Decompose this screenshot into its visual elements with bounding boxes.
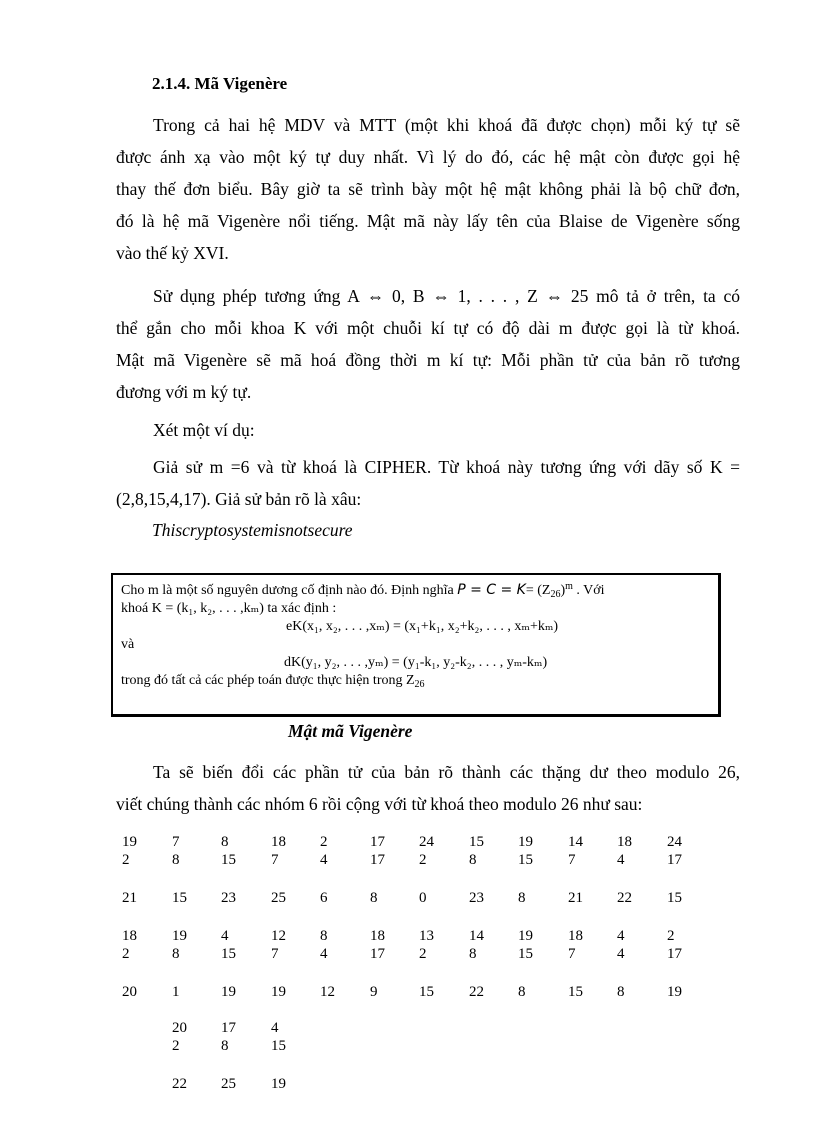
table-cell: 15 [518,946,533,962]
table-cell: 8 [172,852,180,868]
table-cell: 4 [221,928,229,944]
table-cell: 20 [172,1020,187,1036]
table-cell: 1 [172,984,180,1000]
plaintext-example: Thiscryptosystemisnotsecure [152,520,353,540]
paragraph-intro [116,109,740,269]
table-cell: 2 [122,852,130,868]
text-line: thể gắn cho mỗi khoa K với một chuỗi kí tự có độ dài m được gọi là từ khoá. [116,318,740,338]
table-cell: 8 [370,890,378,906]
text-line: Sử dụng phép tương ứng A ⇔ 0, B ⇔ 1, . . . , Z ⇔ 25 mô tả ở trên, ta có [153,286,740,306]
table-cell: 21 [122,890,137,906]
decryption-formula: dK(y₁, y₂, . . . ,yₘ) = (y₁-k₁, y₂-k₂, . . . , yₘ-kₘ) [284,655,548,670]
table-cell: 4 [617,928,625,944]
table-cell: 0 [419,890,427,906]
text-line: Ta sẽ biến đổi các phần tử của bản rõ thành các thặng dư theo modulo 26, [153,762,740,782]
definition-box [111,573,721,717]
table-cell: 8 [518,890,526,906]
table-cell: 15 [568,984,583,1000]
table-cell: 23 [221,890,236,906]
table-cell: 17 [370,852,385,868]
text-line: Giả sử m =6 và từ khoá là CIPHER. Từ khoá này tương ứng với dãy số K = [153,457,740,477]
table-cell: 24 [667,834,682,850]
table-cell: 8 [221,834,229,850]
text-line: đó là hệ mã Vigenère nổi tiếng. Mật mã này lấy tên của Blaise de Vigenère sống [116,211,740,231]
table-cell: 19 [667,984,682,1000]
table-cell: 9 [370,984,378,1000]
table-cell: 2 [667,928,675,944]
table-cell: 24 [419,834,434,850]
table-cell: 4 [320,852,328,868]
table-cell: 25 [271,890,286,906]
table-cell: 22 [172,1076,187,1092]
table-cell: 8 [469,946,477,962]
table-cell: 8 [469,852,477,868]
table-cell: 22 [617,890,632,906]
paragraph-modulo [116,756,740,820]
paragraph-example [116,414,740,446]
table-cell: 17 [370,946,385,962]
table-cell: 7 [568,946,576,962]
table-cell: 4 [320,946,328,962]
table-cell: 2 [122,946,130,962]
table-cell: 8 [221,1038,229,1054]
table-cell: 2 [172,1038,180,1054]
table-cell: 8 [518,984,526,1000]
text-line: viết chúng thành các nhóm 6 rồi cộng với từ khoá theo modulo 26 như sau: [116,794,643,814]
table-cell: 17 [667,946,682,962]
text-line: Xét một ví dụ: [153,420,255,440]
table-cell: 15 [469,834,484,850]
table-cell: 12 [320,984,335,1000]
paragraph-assumption [116,451,740,515]
table-cell: 4 [271,1020,279,1036]
table-cell: 19 [122,834,137,850]
table-cell: 14 [568,834,583,850]
text-line: (2,8,15,4,17). Giả sử bản rõ là xâu: [116,489,362,509]
formula-pck: P = C = K [457,582,526,598]
table-cell: 21 [568,890,583,906]
table-cell: 19 [518,834,533,850]
table-cell: 17 [221,1020,236,1036]
table-cell: 19 [172,928,187,944]
table-cell: 12 [271,928,286,944]
table-cell: 8 [617,984,625,1000]
table-cell: 2 [419,946,427,962]
table-cell: 15 [221,946,236,962]
table-cell: 19 [518,928,533,944]
table-cell: 25 [221,1076,236,1092]
table-cell: 7 [568,852,576,868]
table-cell: 15 [172,890,187,906]
table-cell: 18 [271,834,286,850]
definition-line-last: trong đó tất cả các phép toán được thực hiện trong $Z_{26}$ [121,673,425,690]
table-cell: 8 [320,928,328,944]
table-cell: 18 [370,928,385,944]
text-line: Mật mã Vigenère sẽ mã hoá đồng thời m kí tự: Mỗi phần tử của bản rõ tương [116,350,740,370]
definition-line-2: khoá K = (k₁, k₂, . . . ,kₘ) ta xác định : [121,601,337,616]
section-heading: 2.1.4. Mã Vigenère [152,74,288,93]
table-cell: 22 [469,984,484,1000]
table-cell: 18 [617,834,632,850]
text-line: vào thế kỷ XVI. [116,243,229,263]
table-cell: 19 [221,984,236,1000]
encryption-formula: eK(x₁, x₂, . . . ,xₘ) = (x₁+k₁, x₂+k₂, . . . , xₘ+kₘ) [286,619,559,634]
box-caption: Mật mã Vigenère [288,721,413,741]
definition-line-and: và [121,637,135,652]
table-cell: 18 [568,928,583,944]
table-cell: 23 [469,890,484,906]
table-cell: 15 [221,852,236,868]
table-cell: 7 [271,946,279,962]
table-cell: 6 [320,890,328,906]
table-cell: 4 [617,852,625,868]
table-cell: 4 [617,946,625,962]
table-cell: 17 [667,852,682,868]
table-cell: 19 [271,984,286,1000]
paragraph-correspondence [116,280,740,408]
text-line: được ánh xạ vào một ký tự duy nhất. Vì lý do đó, các hệ mật còn được gọi hệ [116,147,740,167]
table-cell: 15 [419,984,434,1000]
text-line: đương với m ký tự. [116,382,252,402]
table-cell: 2 [419,852,427,868]
table-cell: 14 [469,928,484,944]
table-cell: 20 [122,984,137,1000]
table-cell: 2 [320,834,328,850]
table-cell: 8 [172,946,180,962]
text-line: thay thế đơn biểu. Bây giờ ta sẽ trình bày một hệ mật không phải là bộ chữ đơn, [116,179,740,199]
table-cell: 15 [518,852,533,868]
table-cell: 13 [419,928,434,944]
table-cell: 18 [122,928,137,944]
table-cell: 17 [370,834,385,850]
text-line: Trong cả hai hệ MDV và MTT (một khi khoá đã được chọn) mỗi ký tự sẽ [153,115,740,135]
table-cell: 7 [271,852,279,868]
table-cell: 7 [172,834,180,850]
table-cell: 15 [271,1038,286,1054]
table-cell: 15 [667,890,682,906]
table-cell: 19 [271,1076,286,1092]
definition-line-1: Cho m là một số nguyên dương cố định nào đó. Định nghĩa $P = C = K= (Z_{26})^m$ . Với [121,581,605,600]
